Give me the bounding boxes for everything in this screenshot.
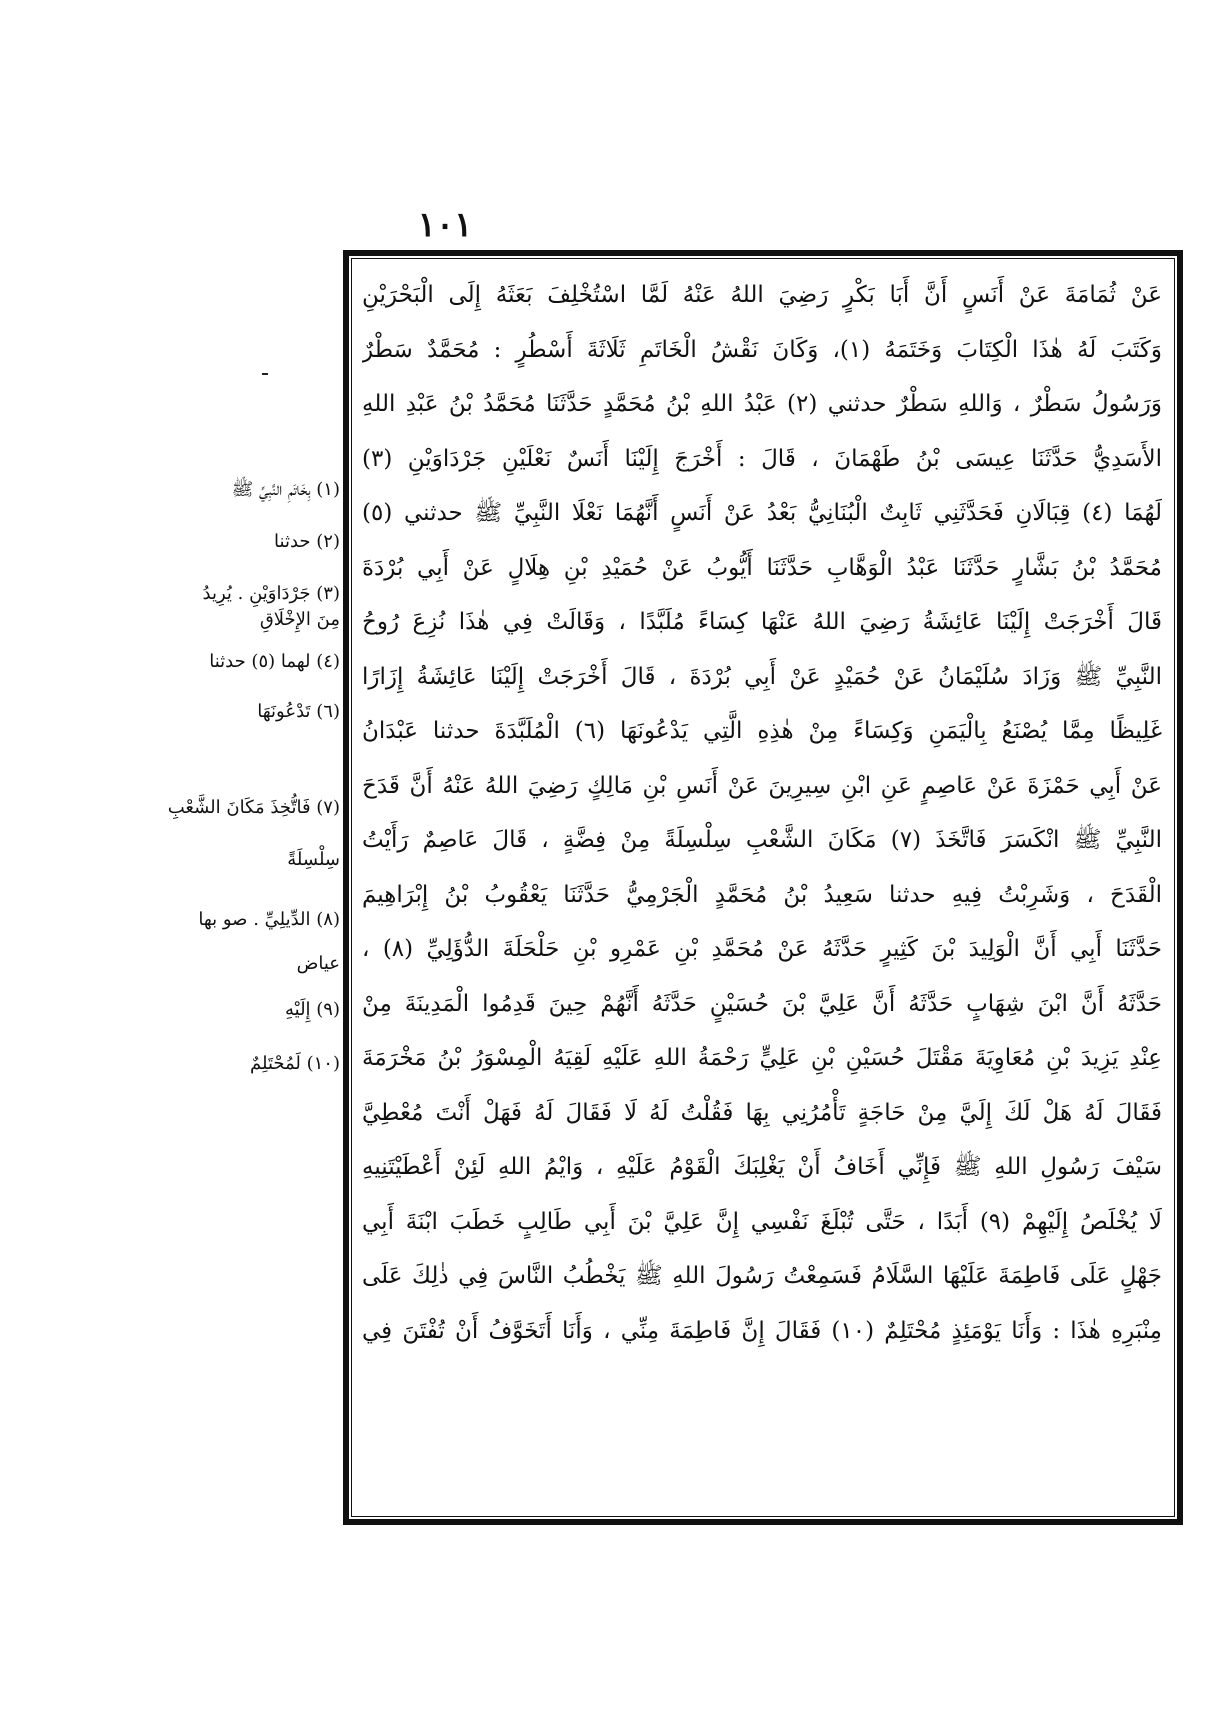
text-line: مِنْبَرِهِ هٰذَا : وَأَنَا يَوْمَئِذٍ مُحْتَلِمٌ (١٠) فَقَالَ إِنَّ فَاطِمَةَ مِنِّي ، وَأَنَا أَتَخَوَّفُ أَنْ تُفْتَنَ فِي <box>362 1317 1162 1344</box>
text-line: فَقَالَ لَهُ هَلْ لَكَ إِلَيَّ مِنْ حَاجَةٍ تَأْمُرُنِي بِهَا فَقُلْتُ لَهُ لَا فَقَالَ لَهُ فَهَلْ أَنْتَ مُعْطِيَّ <box>362 1099 1162 1126</box>
text-line: حَدَّثَهُ أَنَّ ابْنَ شِهَابٍ حَدَّثَهُ أَنَّ عَلِيَّ بْنَ حُسَيْنٍ حَدَّثَهُ أَنَّهُمْ حِينَ قَدِمُوا الْمَدِينَةَ مِنْ <box>362 990 1162 1017</box>
footnote-8: (٨) الدِّيلِيِّ . صو بها <box>198 909 340 930</box>
footnote-3-continued: مِنَ الإِخْلَاقِ <box>259 609 340 630</box>
main-text-block <box>362 268 1162 1358</box>
footnote-6: (٦) تَدْعُونَهَا <box>257 701 340 722</box>
text-line: الْقَدَحَ ، وَشَرِبْتُ فِيهِ حدثنا سَعِيدُ بْنُ مُحَمَّدٍ الْجَرْمِيُّ حَدَّثَنَا يَعْقُوبُ بْنُ إِبْرَاهِيمَ <box>362 881 1162 908</box>
text-line: غَلِيظًا مِمَّا يُصْنَعُ بِالْيَمَنِ وَكِسَاءً مِنْ هٰذِهِ الَّتِي يَدْعُونَهَا (٦) الْمُلَبَّدَةَ حدثنا عَبْدَانُ <box>362 718 1162 744</box>
page-number: ١٠١ <box>417 205 473 245</box>
footnote-1: (١) بِخَاتَمِ النَّبِيِّ ﷺ <box>231 479 340 500</box>
footnote-8-continued: عياض <box>296 953 340 974</box>
text-line: عَنْ أَبِي حَمْزَةَ عَنْ عَاصِمٍ عَنِ ابْنِ سِيرِينَ عَنْ أَنَسِ بْنِ مَالِكٍ رَضِيَ اللهُ عَنْهُ أَنَّ قَدَحَ <box>362 772 1162 799</box>
text-line: سَيْفَ رَسُولِ اللهِ ﷺ فَإِنِّي أَخَافُ أَنْ يَغْلِبَكَ الْقَوْمُ عَلَيْهِ ، وَايْمُ اللهِ لَئِنْ أَعْطَيْتَنِيهِ <box>362 1154 1162 1180</box>
text-line: النَّبِيِّ ﷺ وَزَادَ سُلَيْمَانُ عَنْ حُمَيْدٍ عَنْ أَبِي بُرْدَةَ ، قَالَ أَخْرَجَتْ إِلَيْنَا عَائِشَةُ إِزَارًا <box>362 663 1162 690</box>
footnote-10: (١٠) لَمُحْتَلِمٌ <box>250 1053 340 1074</box>
text-line: وَرَسُولُ سَطْرٌ ، وَاللهِ سَطْرٌ حدثني (٢) عَبْدُ اللهِ بْنُ مُحَمَّدٍ حَدَّثَنَا مُحَمَّدُ بْنُ عَبْدِ اللهِ <box>362 391 1162 417</box>
text-line: الأَسَدِيُّ حَدَّثَنَا عِيسَى بْنُ طَهْمَانَ ، قَالَ : أَخْرَجَ إِلَيْنَا أَنَسٌ نَعْلَيْنِ جَرْدَاوَيْنِ (٣) <box>362 445 1162 472</box>
text-line: جَهْلٍ عَلَى فَاطِمَةَ عَلَيْهَا السَّلَامُ فَسَمِعْتُ رَسُولَ اللهِ ﷺ يَخْطُبُ النَّاسَ فِي ذٰلِكَ عَلَى <box>362 1263 1162 1289</box>
footnote-7: (٧) فَاتُّخِذَ مَكَانَ الشَّعْبِ <box>167 797 340 818</box>
stray-ink-mark <box>262 373 268 375</box>
text-line: عِنْدِ يَزِيدَ بْنِ مُعَاوِيَةَ مَقْتَلَ حُسَيْنِ بْنِ عَلِيٍّ رَحْمَةُ اللهِ عَلَيْهِ لَقِيَهُ الْمِسْوَرُ بْنُ مَخْرَمَةَ <box>362 1045 1162 1071</box>
footnote-7-continued: سِلْسِلَةً <box>287 849 340 870</box>
text-line: لَا يُخْلَصُ إِلَيْهِمْ (٩) أَبَدًا ، حَتَّى تُبْلَغَ نَفْسِي إِنَّ عَلِيَّ بْنَ أَبِي طَالِبٍ خَطَبَ ابْنَةَ أَبِي <box>362 1208 1162 1235</box>
text-line: قَالَ أَخْرَجَتْ إِلَيْنَا عَائِشَةُ رَضِيَ اللهُ عَنْهَا كِسَاءً مُلَبَّدًا ، وَقَالَتْ فِي هٰذَا نُزِعَ رُوحُ <box>362 609 1162 635</box>
text-line: عَنْ ثُمَامَةَ عَنْ أَنَسٍ أَنَّ أَبَا بَكْرٍ رَضِيَ اللهُ عَنْهُ لَمَّا اسْتُخْلِفَ بَعَثَهُ إِلَى الْبَحْرَيْنِ <box>362 282 1162 308</box>
footnote-2: (٢) حدثنا <box>274 531 340 552</box>
text-line: مُحَمَّدُ بْنُ بَشَّارٍ حَدَّثَنَا عَبْدُ الْوَهَّابِ حَدَّثَنَا أَيُّوبُ عَنْ حُمَيْدِ بْنِ هِلَالٍ عَنْ أَبِي بُرْدَةَ <box>362 554 1162 581</box>
footnote-4-5: (٤) لهما (٥) حدثنا <box>209 651 340 672</box>
text-line: حَدَّثَنَا أَبِي أَنَّ الْوَلِيدَ بْنَ كَثِيرٍ حَدَّثَهُ عَنْ مُحَمَّدِ بْنِ عَمْرِو بْنِ حَلْحَلَةَ الدُّؤَلِيِّ (٨) ، <box>362 936 1162 962</box>
footnote-3: (٣) جَرْدَاوَيْنِ . يُرِيدُ <box>202 583 340 604</box>
footnote-9: (٩) إِلَيْهِ <box>284 999 340 1020</box>
text-line: لَهُمَا (٤) قِبَالَانِ فَحَدَّثَنِي ثَابِتٌ الْبُنَانِيُّ بَعْدُ عَنْ أَنَسٍ أَنَّهُمَا نَعْلَا النَّبِيِّ ﷺ حدثني (٥) <box>362 500 1162 526</box>
text-line: وَكَتَبَ لَهُ هٰذَا الْكِتَابَ وَخَتَمَهُ (١)، وَكَانَ نَقْشُ الْخَاتَمِ ثَلَاثَةَ أَسْطُرٍ : مُحَمَّدٌ سَطْرٌ <box>362 336 1162 363</box>
text-line: النَّبِيِّ ﷺ انْكَسَرَ فَاتَّخَذَ (٧) مَكَانَ الشَّعْبِ سِلْسِلَةً مِنْ فِضَّةٍ ، قَالَ عَاصِمٌ رَأَيْتُ <box>362 827 1162 853</box>
